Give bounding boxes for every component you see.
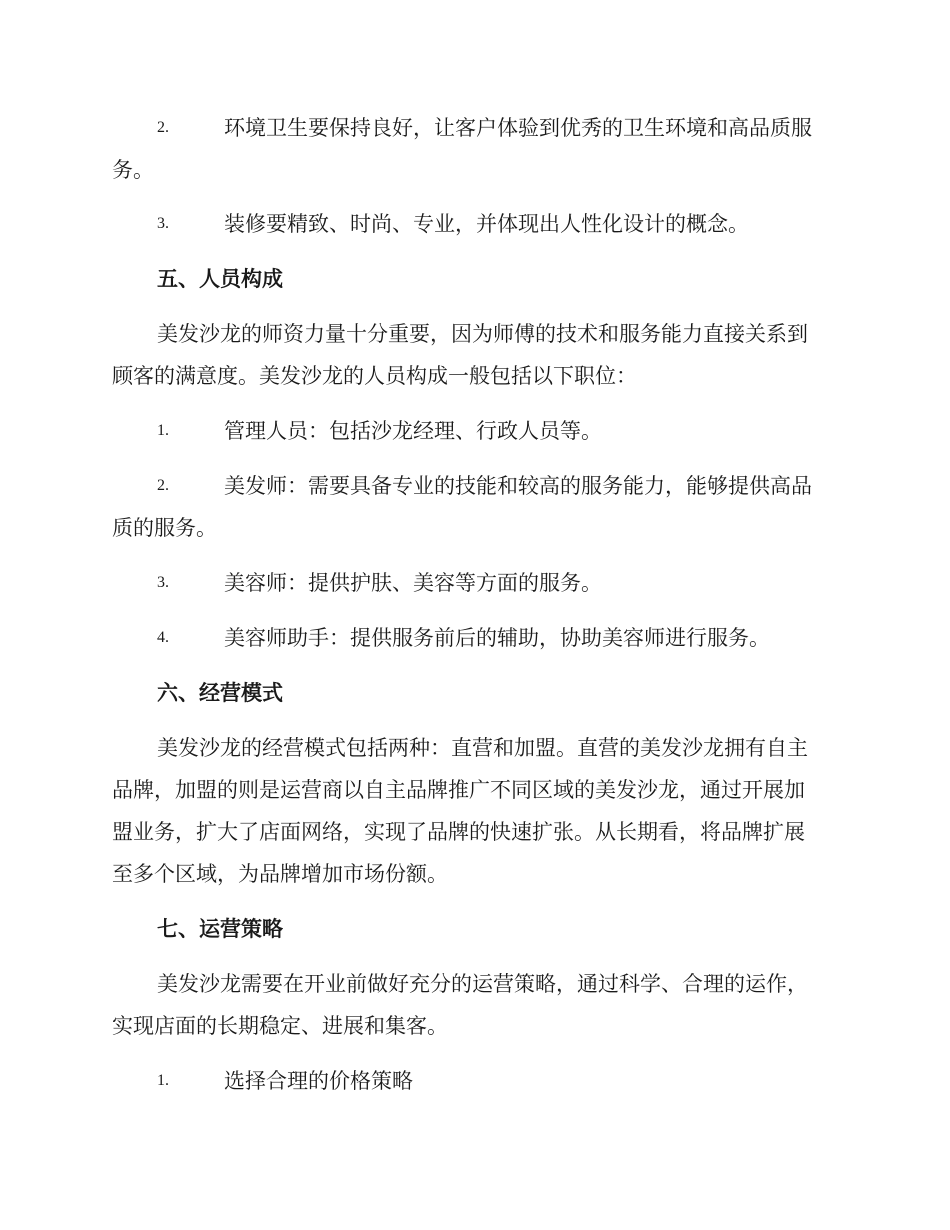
paragraph-text: 美发沙龙的师资力量十分重要，因为师傅的技术和服务能力直接关系到 [157, 322, 808, 346]
list-number: 4. [157, 629, 169, 646]
list-item-text: 美发师：需要具备专业的技能和较高的服务能力，能够提供高品 [224, 474, 812, 498]
heading-text: 五、人员构成 [157, 266, 283, 291]
paragraph-text: 顾客的满意度。美发沙龙的人员构成一般包括以下职位： [112, 364, 637, 388]
paragraph-text: 美发沙龙的经营模式包括两种：直营和加盟。直营的美发沙龙拥有自主 [157, 736, 808, 760]
list-number: 1. [157, 422, 169, 439]
paragraph-text: 美发沙龙需要在开业前做好充分的运营策略，通过科学、合理的运作， [157, 972, 808, 996]
list-number: 3. [157, 574, 169, 591]
list-item-text: 美容师：提供护肤、美容等方面的服务。 [224, 571, 602, 595]
list-number: 2. [157, 119, 169, 136]
list-item-text: 管理人员：包括沙龙经理、行政人员等。 [224, 419, 602, 443]
list-item-text: 环境卫生要保持良好，让客户体验到优秀的卫生环境和高品质服 [224, 116, 812, 140]
list-number: 1. [157, 1072, 169, 1089]
list-item-text: 选择合理的价格策略 [224, 1069, 413, 1093]
list-item-text: 质的服务。 [112, 516, 217, 540]
paragraph-text: 实现店面的长期稳定、进展和集客。 [112, 1014, 448, 1038]
paragraph-text: 盟业务，扩大了店面网络，实现了品牌的快速扩张。从长期看，将品牌扩展 [112, 820, 805, 844]
list-item-text: 务。 [112, 158, 154, 182]
list-item-text: 美容师助手：提供服务前后的辅助，协助美容师进行服务。 [224, 626, 770, 650]
heading-text: 六、经营模式 [157, 680, 283, 705]
list-number: 3. [157, 215, 169, 232]
heading-text: 七、运营策略 [157, 916, 283, 941]
list-number: 2. [157, 477, 169, 494]
paragraph-text: 至多个区域，为品牌增加市场份额。 [112, 862, 448, 886]
list-item-text: 装修要精致、时尚、专业，并体现出人性化设计的概念。 [224, 212, 749, 236]
paragraph-text: 品牌，加盟的则是运营商以自主品牌推广不同区域的美发沙龙，通过开展加 [112, 778, 805, 802]
